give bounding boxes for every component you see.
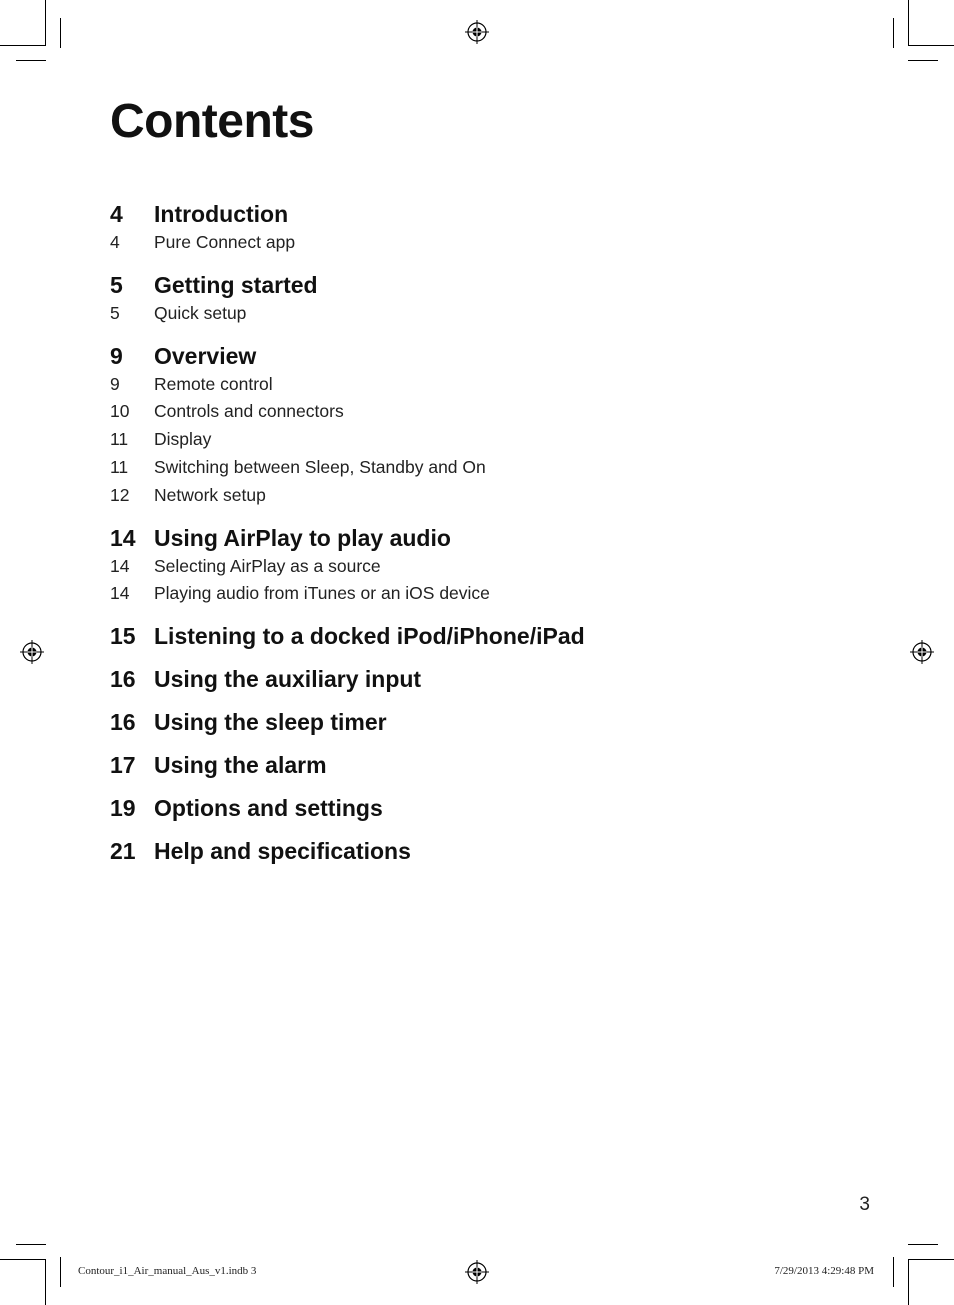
toc-section: [110, 200, 810, 257]
toc-heading-page: 16: [110, 666, 136, 693]
toc-heading-page: 17: [110, 752, 136, 779]
toc-heading-page: 9: [110, 342, 123, 369]
crop-mark: [908, 1259, 954, 1260]
toc-subitem-title: Display: [154, 429, 212, 450]
toc-subitem-page: 11: [110, 456, 129, 477]
toc-heading-title: Help and specifications: [154, 838, 411, 865]
toc-subitem[interactable]: [110, 553, 810, 581]
toc-subitem[interactable]: [110, 398, 810, 426]
crop-mark: [908, 0, 909, 46]
table-of-contents: [110, 200, 810, 880]
crop-mark: [908, 45, 954, 46]
toc-section: [110, 751, 810, 780]
toc-subitem-page: 4: [110, 232, 120, 252]
crop-mark: [16, 60, 46, 61]
toc-heading-title: Using the auxiliary input: [154, 666, 422, 693]
print-slug-timestamp: 7/29/2013 4:29:48 PM: [774, 1265, 874, 1277]
toc-subitem[interactable]: [110, 229, 810, 257]
toc-subitem-page: 11: [110, 429, 129, 450]
toc-heading[interactable]: [110, 622, 810, 651]
toc-subitem-title: Pure Connect app: [154, 232, 296, 252]
crop-mark: [0, 1259, 46, 1260]
toc-subitem-page: 12: [110, 484, 130, 505]
toc-heading-page: 15: [110, 623, 136, 650]
toc-subitem[interactable]: [110, 426, 810, 454]
toc-section: [110, 837, 810, 866]
toc-section: [110, 342, 810, 510]
toc-heading[interactable]: [110, 837, 810, 866]
registration-target-icon: [20, 640, 44, 664]
registration-target-icon: [910, 640, 934, 664]
crop-mark: [893, 18, 894, 48]
toc-heading-page: 19: [110, 795, 136, 822]
crop-mark: [893, 1257, 894, 1287]
toc-subitem-title: Switching between Sleep, Standby and On: [154, 456, 486, 477]
crop-mark: [908, 60, 938, 61]
crop-mark: [16, 1244, 46, 1245]
toc-heading-title: Introduction: [154, 201, 289, 227]
toc-heading-page: 21: [110, 838, 136, 865]
toc-section: [110, 622, 810, 651]
toc-heading-page: 14: [110, 524, 136, 551]
toc-heading-title: Using AirPlay to play audio: [154, 524, 451, 551]
crop-mark: [60, 18, 61, 48]
toc-heading[interactable]: [110, 271, 810, 300]
toc-heading-title: Getting started: [154, 271, 318, 298]
crop-mark: [908, 1244, 938, 1245]
toc-heading-title: Listening to a docked iPod/iPhone/iPad: [154, 623, 585, 650]
toc-heading-page: 16: [110, 709, 136, 736]
toc-subitem-title: Quick setup: [154, 302, 247, 323]
toc-heading-title: Using the sleep timer: [154, 709, 387, 736]
toc-heading[interactable]: [110, 751, 810, 780]
crop-mark: [60, 1257, 61, 1287]
toc-section: [110, 271, 810, 328]
toc-subitem-page: 9: [110, 373, 120, 394]
toc-subitem[interactable]: [110, 454, 810, 482]
toc-subitem-page: 5: [110, 302, 120, 323]
toc-heading[interactable]: [110, 200, 810, 229]
toc-heading-page: 5: [110, 271, 123, 298]
toc-heading-title: Options and settings: [154, 795, 383, 822]
registration-target-icon: [465, 20, 489, 44]
toc-section: [110, 665, 810, 694]
crop-mark: [908, 1259, 909, 1305]
registration-target-icon: [465, 1260, 489, 1284]
toc-subitem-page: 14: [110, 583, 130, 604]
toc-subitem[interactable]: [110, 580, 810, 608]
page-number: 3: [859, 1194, 870, 1215]
toc-subitem[interactable]: [110, 300, 810, 328]
toc-heading[interactable]: [110, 524, 810, 553]
toc-heading-title: Overview: [154, 342, 257, 369]
page-title: Contents: [110, 95, 314, 148]
toc-subitem-page: 10: [110, 401, 130, 422]
toc-subitem-title: Playing audio from iTunes or an iOS device: [154, 583, 490, 604]
toc-subitem-title: Network setup: [154, 484, 266, 505]
toc-section: [110, 708, 810, 737]
print-slug-file: Contour_i1_Air_manual_Aus_v1.indb 3: [78, 1265, 257, 1277]
toc-heading-page: 4: [110, 201, 123, 227]
toc-subitem[interactable]: [110, 482, 810, 510]
crop-mark: [0, 45, 46, 46]
toc-section: [110, 524, 810, 609]
toc-heading[interactable]: [110, 665, 810, 694]
crop-mark: [45, 0, 46, 46]
toc-subitem-title: Remote control: [154, 373, 273, 394]
toc-heading[interactable]: [110, 708, 810, 737]
toc-subitem[interactable]: [110, 371, 810, 399]
toc-heading-title: Using the alarm: [154, 752, 327, 779]
toc-section: [110, 794, 810, 823]
crop-mark: [45, 1259, 46, 1305]
toc-heading[interactable]: [110, 794, 810, 823]
toc-heading[interactable]: [110, 342, 810, 371]
toc-subitem-title: Controls and connectors: [154, 401, 344, 422]
toc-subitem-title: Selecting AirPlay as a source: [154, 555, 381, 576]
toc-subitem-page: 14: [110, 555, 130, 576]
